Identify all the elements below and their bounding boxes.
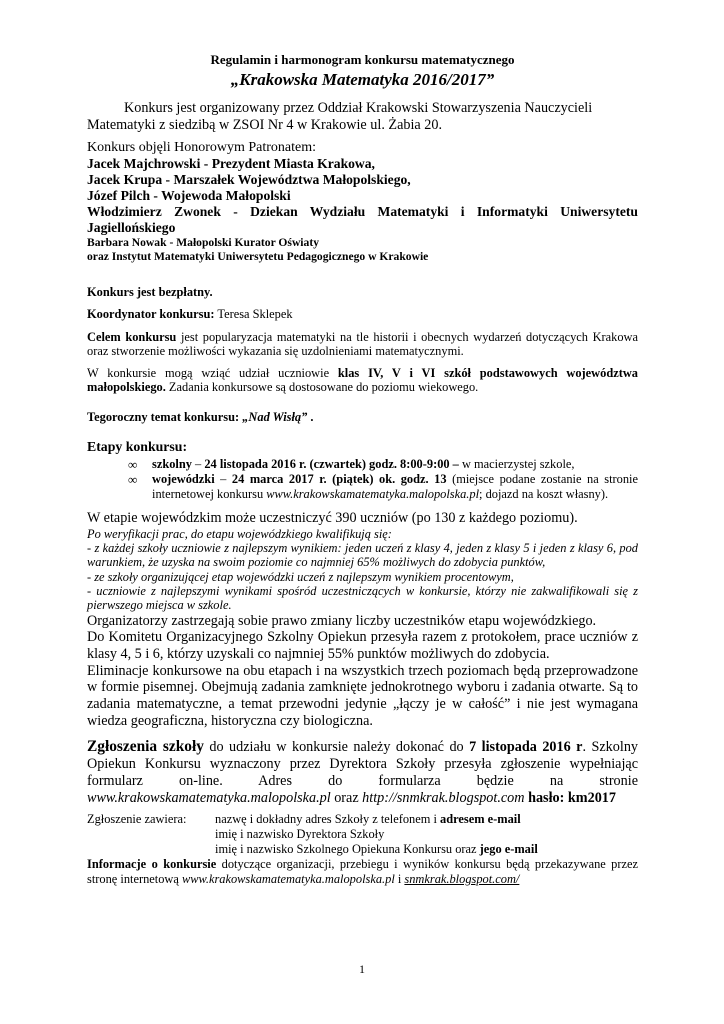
- stage-provincial-url[interactable]: www.krakowskamatematyka.malopolska.pl: [266, 487, 480, 502]
- stage-provincial-date: 24 marca 2017 r. (piątek) ok. godz. 13: [231, 472, 447, 487]
- organizer-rule-2: Do Komitetu Organizacyjnego Szkolny Opiekun przesyła razem z protokołem, prace uczniów z klasy 4, 5 i 6, którzy uzyskali co najmniej 55% punktów możliwych do zdobycia.: [87, 629, 638, 662]
- participants-text: W konkursie mogą wziąć udział uczniowie: [87, 366, 338, 381]
- registration-url-2[interactable]: http://snmkrak.blogspot.com: [362, 789, 525, 806]
- info-label: Informacje o konkursie: [87, 857, 217, 872]
- provincial-count: W etapie wojewódzkim może uczestniczyć 390 uczniów (po 130 z każdego poziomu).: [87, 510, 578, 527]
- theme-value: „Nad Wisłą”: [242, 409, 308, 424]
- stage-school-place: w macierzystej szkole,: [458, 457, 575, 472]
- info-url-1[interactable]: www.krakowskamatematyka.malopolska.pl: [181, 871, 395, 886]
- stage-provincial-dash: –: [214, 472, 232, 487]
- info-url-2[interactable]: snmkrak.blogspot.com/: [404, 871, 520, 886]
- infinity-bullet-icon: ∞: [128, 472, 138, 488]
- stages-heading: Etapy konkursu:: [87, 439, 188, 455]
- free-note: Konkurs jest bezpłatny.: [87, 285, 213, 299]
- participants-classes: klas IV, V i VI szkół podstawowych województwa małopolskiego.: [87, 366, 638, 395]
- coordinator-value: Teresa Sklepek: [214, 307, 293, 322]
- patron-5: Barbara Nowak - Małopolski Kurator Oświaty: [87, 236, 319, 249]
- registration-text-2: . Szkolny Opiekun Konkursu wyznaczony przez Dyrektora Szkoły przesyła zgłoszenie wypełniając formularz on-line. Adres do formularza będzie na stronie: [87, 739, 639, 789]
- registration-deadline: 7 listopada 2016 r: [469, 739, 583, 756]
- stage-school-date: 24 listopada 2016 r. (czwartek) godz. 8:00-9:00 –: [204, 457, 459, 472]
- patronage-heading: Konkurs objęli Honorowym Patronatem:: [87, 140, 317, 155]
- stage-school-name: szkolny: [152, 457, 192, 472]
- infinity-bullet-icon: ∞: [128, 457, 138, 473]
- stage-school-dash: –: [191, 457, 205, 472]
- registration-item-3-bold: jego e-mail: [479, 842, 538, 857]
- document-subtitle: „Krakowska Matematyka 2016/2017”: [230, 70, 495, 89]
- coordinator: [87, 307, 638, 321]
- registration-text: do udziału w konkursie należy dokonać do: [203, 739, 470, 756]
- info-separator: i: [394, 871, 405, 886]
- registration-paragraph: [87, 739, 638, 806]
- info-paragraph: [87, 857, 638, 886]
- intro-line-1: Konkurs jest organizowany przez Oddział Krakowski Stowarzyszenia Nauczycieli: [124, 100, 593, 116]
- document-page: [87, 52, 638, 886]
- qualification-rule-1: - z każdej szkoły uczniowie z najlepszym wynikiem: jeden uczeń z klasy 4, jeden z klasy 5 i jeden z klasy 6, pod warunkiem, że uzyska na swoim poziomie co najmniej 65% możliwych do zdobycia punktów,: [87, 541, 638, 570]
- theme-label: Tegoroczny temat konkursu:: [87, 409, 243, 424]
- participants-text-2: Zadania konkursowe są dostosowane do poziomu wiekowego.: [165, 380, 479, 395]
- patron-3: Józef Pilch - Wojewoda Małopolski: [87, 188, 291, 203]
- coordinator-label: Koordynator konkursu:: [87, 307, 215, 322]
- patron-1: Jacek Majchrowski - Prezydent Miasta Krakowa,: [87, 156, 375, 171]
- patron-4: Włodzimierz Zwonek - Dziekan Wydziału Matematyki i Informatyki Uniwersytetu Jagiellońskiego: [87, 204, 638, 235]
- theme-paragraph: [87, 410, 638, 424]
- registration-item-3: [215, 842, 538, 857]
- intro-line-2: Matematyki z siedzibą w ZSOI Nr 4 w Krakowie ul. Żabia 20.: [87, 116, 442, 133]
- stage-provincial-place: (miejsce podane zostanie na stronie internetowej konkursu: [152, 472, 638, 502]
- registration-item-3-text: imię i nazwisko Szkolnego Opiekuna Konkursu oraz: [215, 842, 480, 857]
- organizer-rule-3: Eliminacje konkursowe na obu etapach i na wszystkich trzech poziomach będą przeprowadzone w formie pisemnej. Obejmują zadania zamknięte jednokrotnego wyboru i zadania otwarte. Są to zadania matematyczne, a temat przewodni jedynie „łączy je w całość” i nie jest wymagana wiedza geograficzna, historyczna czy biologiczna.: [87, 662, 638, 729]
- stage-provincial-name: wojewódzki: [152, 472, 215, 487]
- registration-item-1: [215, 812, 538, 827]
- participants-paragraph: [87, 366, 638, 395]
- stage-school: [87, 457, 638, 472]
- registration-contents-items: [215, 812, 538, 857]
- page-number: 1: [359, 962, 365, 976]
- qualification-rule-3: - uczniowie z najlepszymi wynikami spośród uczestniczących w konkursie, którzy nie zakwalifikowali się z pierwszego miejsca w szkole.: [87, 583, 638, 613]
- theme-end: .: [307, 409, 314, 424]
- stage-provincial-travel: ; dojazd na koszt własny).: [479, 487, 609, 502]
- registration-contents: [87, 812, 638, 857]
- organizer-rule-1: Organizatorzy zastrzegają sobie prawo zmiany liczby uczestników etapu wojewódzkiego.: [87, 612, 597, 629]
- registration-item-2: imię i nazwisko Dyrektora Szkoły: [215, 827, 385, 842]
- registration-password: hasło: km2017: [524, 789, 616, 806]
- stages-list: [87, 457, 638, 502]
- patronage-section: [87, 140, 638, 264]
- registration-contents-label: Zgłoszenie zawiera:: [87, 812, 187, 827]
- patron-2: Jacek Krupa - Marszałek Województwa Małopolskiego,: [87, 172, 411, 187]
- goal-text: jest popularyzacja matematyki na tle historii i obecnych wydarzeń dotyczących Krakowa oraz stworzenie możliwości wykazania się uzdolnieniami matematycznymi.: [87, 329, 638, 358]
- document-title: Regulamin i harmonogram konkursu matematycznego: [210, 52, 515, 67]
- stage-provincial: [87, 472, 638, 502]
- goal-label: Celem konkursu: [87, 329, 177, 344]
- registration-item-1-bold: adresem e-mail: [440, 812, 521, 827]
- registration-item-1-text: nazwę i dokładny adres Szkoły z telefonem i: [215, 812, 441, 827]
- qualification-intro: Po weryfikacji prac, do etapu wojewódzkiego kwalifikują się:: [87, 526, 392, 541]
- registration-url-1[interactable]: www.krakowskamatematyka.malopolska.pl: [87, 789, 331, 806]
- qualification-rule-2: - ze szkoły organizującej etap wojewódzki uczeń z najlepszym wynikiem procentowym,: [87, 569, 514, 584]
- registration-text-3: oraz: [330, 789, 363, 806]
- info-text: dotyczące organizacji, przebiegu i wyników konkursu będą przekazywane przez stronę internetową: [87, 857, 638, 886]
- registration-label: Zgłoszenia szkoły: [87, 738, 204, 756]
- patron-6: oraz Instytut Matematyki Uniwersytetu Pedagogicznego w Krakowie: [87, 250, 429, 263]
- goal-paragraph: [87, 330, 638, 359]
